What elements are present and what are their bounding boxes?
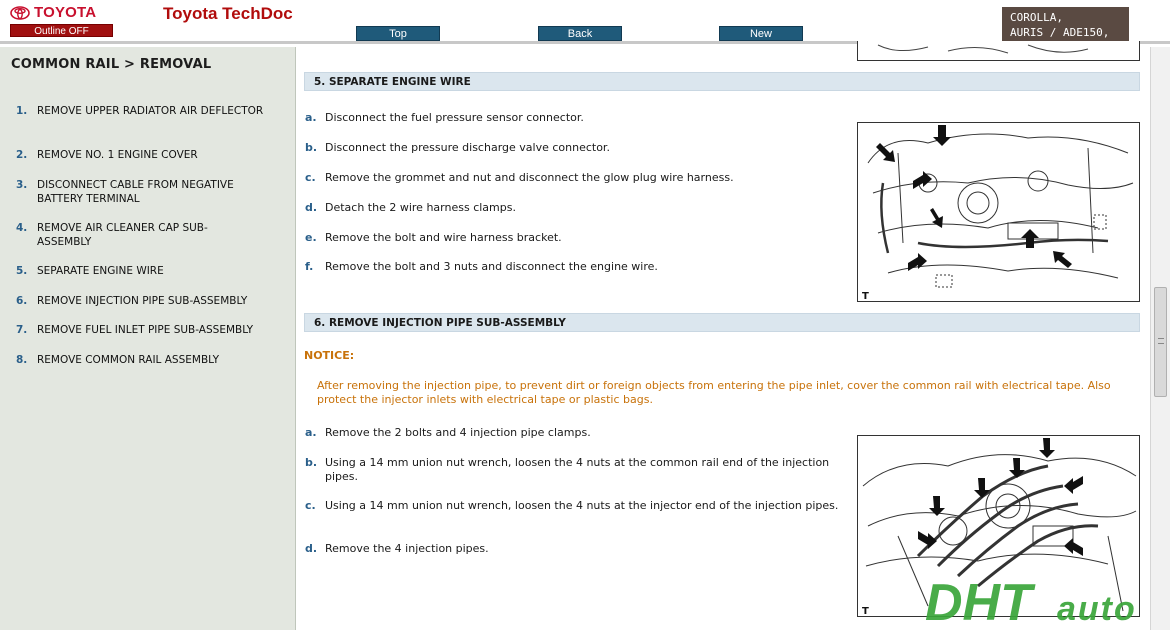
- step-letter: b.: [305, 141, 318, 154]
- step-item: [305, 111, 845, 125]
- step-text: Remove the bolt and 3 nuts and disconnect the engine wire.: [325, 260, 658, 273]
- vehicle-model-info: [1002, 7, 1129, 43]
- step-item: [305, 141, 845, 155]
- previous-step-illustration: [857, 41, 1140, 61]
- step-item: [305, 231, 845, 245]
- item-number: 6.: [16, 295, 28, 307]
- notice-label: NOTICE:: [304, 349, 355, 362]
- step-letter: f.: [305, 260, 314, 273]
- sidebar-item-remove-engine-cover[interactable]: [16, 148, 198, 162]
- watermark-suffix: auto: [1057, 590, 1137, 628]
- sidebar-item-remove-injection-pipe[interactable]: [16, 294, 247, 308]
- item-label: REMOVE AIR CLEANER CAP SUB-ASSEMBLY: [37, 222, 208, 248]
- item-label: REMOVE INJECTION PIPE SUB-ASSEMBLY: [37, 295, 248, 307]
- step-item: [305, 260, 845, 274]
- app-header: [0, 0, 1170, 44]
- step-item: [305, 201, 845, 215]
- app-title: Toyota TechDoc: [163, 4, 293, 23]
- outline-sidebar: [0, 47, 296, 630]
- item-number: 2.: [16, 149, 28, 161]
- step-text: Using a 14 mm union nut wrench, loosen the 4 nuts at the common rail end of the injection pipes.: [325, 456, 830, 483]
- item-label: REMOVE COMMON RAIL ASSEMBLY: [37, 354, 220, 366]
- brand-name: TOYOTA: [34, 4, 97, 21]
- toyota-emblem-icon: [10, 6, 30, 20]
- item-number: 1.: [16, 105, 28, 117]
- item-number: 3.: [16, 179, 28, 191]
- step-text: Remove the 4 injection pipes.: [325, 542, 489, 555]
- step-item: [305, 499, 845, 513]
- dht-auto-logo: [925, 568, 1165, 631]
- scrollbar-thumb[interactable]: [1154, 287, 1167, 397]
- item-number: 8.: [16, 354, 28, 366]
- step-text: Using a 14 mm union nut wrench, loosen the 4 nuts at the injector end of the injection pipes.: [325, 499, 839, 512]
- sidebar-item-remove-common-rail[interactable]: [16, 353, 219, 367]
- item-number: 5.: [16, 265, 28, 277]
- step-letter: e.: [305, 231, 317, 244]
- step-item: [305, 542, 845, 556]
- sidebar-title: COMMON RAIL > REMOVAL: [11, 57, 212, 72]
- scroll-grip-icon: [1158, 338, 1164, 344]
- item-label: DISCONNECT CABLE FROM NEGATIVE BATTERY TERMINAL: [37, 179, 234, 205]
- model-line: AURIS / ADE150,: [1010, 26, 1110, 39]
- engine-wire-diagram-icon: [858, 123, 1141, 303]
- step-text: Remove the bolt and wire harness bracket.: [325, 231, 562, 244]
- item-label: SEPARATE ENGINE WIRE: [37, 265, 164, 277]
- outline-toggle-button[interactable]: Outline OFF: [10, 24, 113, 37]
- engine-illustration-icon: [858, 41, 1141, 61]
- notice-text: After removing the injection pipe, to prevent dirt or foreign objects from entering the pipe inlet, cover the common rail with electrical tape. Also protect the injector inlets with electrical tape or plastic bags.: [317, 379, 1111, 406]
- step-letter: a.: [305, 426, 317, 439]
- sidebar-item-disconnect-battery-cable[interactable]: [16, 178, 256, 206]
- step-letter: c.: [305, 499, 316, 512]
- sidebar-item-remove-air-cleaner-cap[interactable]: [16, 221, 241, 249]
- item-label: REMOVE NO. 1 ENGINE COVER: [37, 149, 198, 161]
- model-line: COROLLA,: [1010, 11, 1063, 24]
- sidebar-item-remove-upper-radiator-air-deflector[interactable]: [16, 104, 263, 118]
- step-text: Remove the 2 bolts and 4 injection pipe clamps.: [325, 426, 591, 439]
- toyota-logo: [10, 4, 115, 21]
- step-item: [305, 426, 845, 440]
- content-scrollbar[interactable]: [1150, 47, 1170, 630]
- watermark-text: DHT: [925, 574, 1032, 631]
- brand-block: [10, 4, 115, 37]
- item-label: REMOVE FUEL INLET PIPE SUB-ASSEMBLY: [37, 324, 254, 336]
- site-watermark: [925, 568, 1165, 631]
- item-label: REMOVE UPPER RADIATOR AIR DEFLECTOR: [37, 105, 264, 117]
- new-button[interactable]: New: [719, 26, 803, 41]
- sidebar-item-remove-fuel-inlet-pipe[interactable]: [16, 323, 253, 337]
- back-button[interactable]: Back: [538, 26, 622, 41]
- item-number: 4.: [16, 222, 28, 234]
- step-letter: b.: [305, 456, 318, 469]
- step-text: Disconnect the pressure discharge valve connector.: [325, 141, 610, 154]
- item-number: 7.: [16, 324, 28, 336]
- section-header-remove-injection-pipe: 6. REMOVE INJECTION PIPE SUB-ASSEMBLY: [304, 313, 1140, 332]
- sidebar-item-separate-engine-wire[interactable]: [16, 264, 164, 278]
- figure-label: T: [862, 606, 869, 617]
- step-item: [305, 456, 845, 484]
- step-text: Disconnect the fuel pressure sensor connector.: [325, 111, 584, 124]
- step-letter: d.: [305, 201, 318, 214]
- figure-label: T: [862, 291, 869, 302]
- step-item: [305, 171, 845, 185]
- step-letter: a.: [305, 111, 317, 124]
- procedure-content: [298, 47, 1150, 630]
- top-button[interactable]: Top: [356, 26, 440, 41]
- step-text: Remove the grommet and nut and disconnect the glow plug wire harness.: [325, 171, 734, 184]
- engine-wire-illustration: [857, 122, 1140, 302]
- step-text: Detach the 2 wire harness clamps.: [325, 201, 516, 214]
- section-header-separate-engine-wire: 5. SEPARATE ENGINE WIRE: [304, 72, 1140, 91]
- step-letter: c.: [305, 171, 316, 184]
- step-letter: d.: [305, 542, 318, 555]
